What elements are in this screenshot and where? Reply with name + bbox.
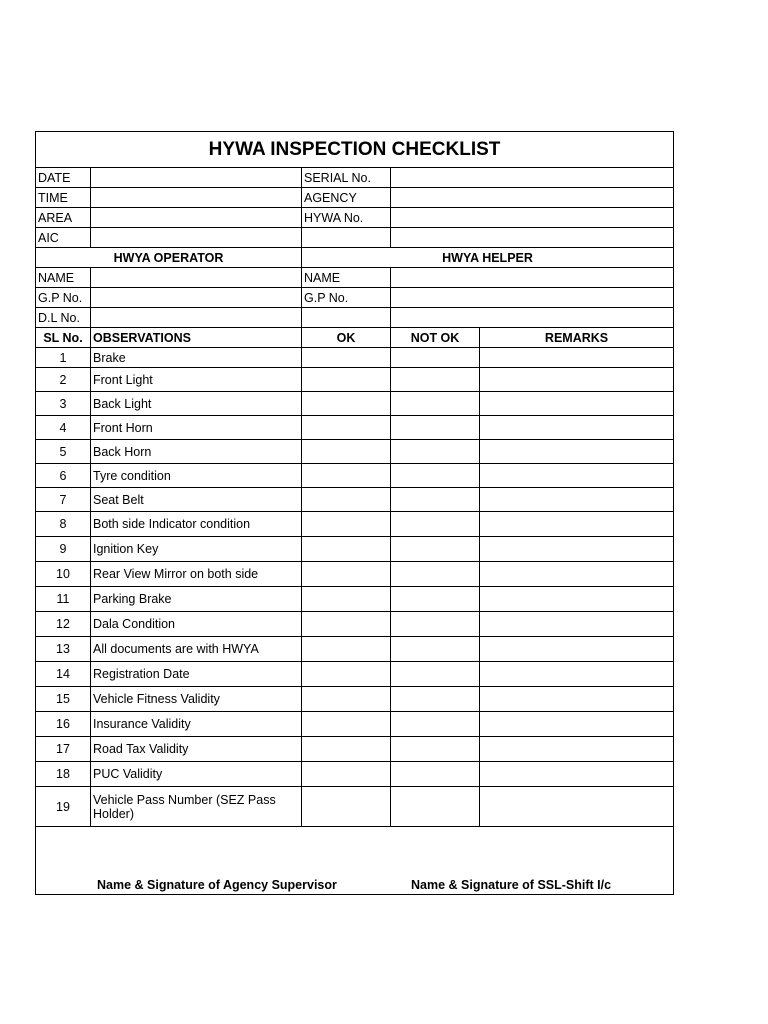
- sl-number: 13: [36, 637, 91, 662]
- not-ok-cell[interactable]: [391, 662, 480, 687]
- remarks-cell[interactable]: [480, 687, 674, 712]
- not-ok-cell[interactable]: [391, 348, 480, 368]
- checklist-row: [36, 737, 674, 762]
- remarks-cell[interactable]: [480, 512, 674, 537]
- sl-number: 19: [36, 787, 91, 827]
- remarks-cell[interactable]: [480, 662, 674, 687]
- operator-dl-label: D.L No.: [36, 308, 91, 328]
- helper-name-field[interactable]: [391, 268, 674, 288]
- remarks-cell[interactable]: [480, 416, 674, 440]
- helper-name-label: NAME: [302, 268, 391, 288]
- area-label: AREA: [36, 208, 91, 228]
- aic-extra-cell[interactable]: [302, 228, 391, 248]
- serial-field[interactable]: [391, 168, 674, 188]
- operator-name-label: NAME: [36, 268, 91, 288]
- inspection-checklist-sheet: [35, 131, 673, 895]
- observation-text: Back Horn: [91, 440, 302, 464]
- observation-text: Vehicle Pass Number (SEZ Pass Holder): [91, 787, 302, 827]
- agency-label: AGENCY: [302, 188, 391, 208]
- sl-number: 6: [36, 464, 91, 488]
- checklist-row: [36, 464, 674, 488]
- hywa-no-label: HYWA No.: [302, 208, 391, 228]
- not-ok-cell[interactable]: [391, 464, 480, 488]
- sl-number: 7: [36, 488, 91, 512]
- remarks-cell[interactable]: [480, 368, 674, 392]
- checklist-row: [36, 392, 674, 416]
- observation-text: Back Light: [91, 392, 302, 416]
- observation-text: Ignition Key: [91, 537, 302, 562]
- remarks-cell[interactable]: [480, 737, 674, 762]
- ok-cell[interactable]: [302, 787, 391, 827]
- operator-gp-field[interactable]: [91, 288, 302, 308]
- remarks-cell[interactable]: [480, 537, 674, 562]
- ok-cell[interactable]: [302, 562, 391, 587]
- helper-gp-label: G.P No.: [302, 288, 391, 308]
- time-label: TIME: [36, 188, 91, 208]
- checklist-row: [36, 488, 674, 512]
- sl-number: 3: [36, 392, 91, 416]
- serial-label: SERIAL No.: [302, 168, 391, 188]
- helper-heading: HWYA HELPER: [302, 248, 674, 268]
- ok-cell[interactable]: [302, 537, 391, 562]
- sl-number: 14: [36, 662, 91, 687]
- ssl-shift-signature-label: Name & Signature of SSL-Shift I/c: [411, 878, 612, 892]
- observation-text: Rear View Mirror on both side: [91, 562, 302, 587]
- ok-cell[interactable]: [302, 637, 391, 662]
- ok-cell[interactable]: [302, 587, 391, 612]
- checklist-table: [35, 131, 674, 895]
- signature-area: [36, 827, 674, 895]
- observation-text: Road Tax Validity: [91, 737, 302, 762]
- not-ok-cell[interactable]: [391, 637, 480, 662]
- observation-text: Seat Belt: [91, 488, 302, 512]
- observation-text: Parking Brake: [91, 587, 302, 612]
- sl-number: 11: [36, 587, 91, 612]
- date-field[interactable]: [91, 168, 302, 188]
- ok-cell[interactable]: [302, 440, 391, 464]
- ok-cell[interactable]: [302, 512, 391, 537]
- remarks-cell[interactable]: [480, 488, 674, 512]
- checklist-row: [36, 662, 674, 687]
- sl-number: 8: [36, 512, 91, 537]
- checklist-row: [36, 348, 674, 368]
- date-label: DATE: [36, 168, 91, 188]
- sl-number: 1: [36, 348, 91, 368]
- remarks-cell[interactable]: [480, 348, 674, 368]
- area-field[interactable]: [91, 208, 302, 228]
- ok-cell[interactable]: [302, 612, 391, 637]
- col-observations-header: OBSERVATIONS: [91, 328, 302, 348]
- ok-cell[interactable]: [302, 488, 391, 512]
- observation-text: Both side Indicator condition: [91, 512, 302, 537]
- checklist-row: [36, 440, 674, 464]
- aic-extra-field[interactable]: [391, 228, 674, 248]
- not-ok-cell[interactable]: [391, 687, 480, 712]
- agency-field[interactable]: [391, 188, 674, 208]
- ok-cell[interactable]: [302, 687, 391, 712]
- not-ok-cell[interactable]: [391, 787, 480, 827]
- checklist-row: [36, 712, 674, 737]
- not-ok-cell[interactable]: [391, 440, 480, 464]
- not-ok-cell[interactable]: [391, 587, 480, 612]
- not-ok-cell[interactable]: [391, 712, 480, 737]
- sl-number: 17: [36, 737, 91, 762]
- observation-text: Insurance Validity: [91, 712, 302, 737]
- remarks-cell[interactable]: [480, 562, 674, 587]
- sl-number: 5: [36, 440, 91, 464]
- not-ok-cell[interactable]: [391, 537, 480, 562]
- ok-cell[interactable]: [302, 762, 391, 787]
- time-field[interactable]: [91, 188, 302, 208]
- not-ok-cell[interactable]: [391, 368, 480, 392]
- agency-supervisor-signature-label: Name & Signature of Agency Supervisor: [97, 878, 337, 892]
- checklist-row: [36, 787, 674, 827]
- remarks-cell[interactable]: [480, 392, 674, 416]
- checklist-row: [36, 587, 674, 612]
- not-ok-cell[interactable]: [391, 737, 480, 762]
- checklist-row: [36, 416, 674, 440]
- helper-dl-cell[interactable]: [302, 308, 391, 328]
- checklist-row: [36, 368, 674, 392]
- not-ok-cell[interactable]: [391, 762, 480, 787]
- remarks-cell[interactable]: [480, 787, 674, 827]
- sl-number: 2: [36, 368, 91, 392]
- remarks-cell[interactable]: [480, 637, 674, 662]
- sl-number: 10: [36, 562, 91, 587]
- not-ok-cell[interactable]: [391, 416, 480, 440]
- aic-field[interactable]: [91, 228, 302, 248]
- sl-number: 18: [36, 762, 91, 787]
- ok-cell[interactable]: [302, 368, 391, 392]
- observation-text: All documents are with HWYA: [91, 637, 302, 662]
- ok-cell[interactable]: [302, 737, 391, 762]
- helper-gp-field[interactable]: [391, 288, 674, 308]
- remarks-cell[interactable]: [480, 440, 674, 464]
- observation-text: Front Horn: [91, 416, 302, 440]
- sl-number: 15: [36, 687, 91, 712]
- not-ok-cell[interactable]: [391, 488, 480, 512]
- observation-text: Registration Date: [91, 662, 302, 687]
- checklist-row: [36, 762, 674, 787]
- ok-cell[interactable]: [302, 392, 391, 416]
- not-ok-cell[interactable]: [391, 612, 480, 637]
- page-title: HYWA INSPECTION CHECKLIST: [36, 132, 674, 168]
- ok-cell[interactable]: [302, 662, 391, 687]
- col-sl-header: SL No.: [36, 328, 91, 348]
- aic-label: AIC: [36, 228, 91, 248]
- observation-text: Dala Condition: [91, 612, 302, 637]
- col-not-ok-header: NOT OK: [391, 328, 480, 348]
- ok-cell[interactable]: [302, 712, 391, 737]
- remarks-cell[interactable]: [480, 587, 674, 612]
- remarks-cell[interactable]: [480, 762, 674, 787]
- sl-number: 9: [36, 537, 91, 562]
- hywa-no-field[interactable]: [391, 208, 674, 228]
- sl-number: 4: [36, 416, 91, 440]
- ok-cell[interactable]: [302, 416, 391, 440]
- sl-number: 16: [36, 712, 91, 737]
- sl-number: 12: [36, 612, 91, 637]
- checklist-row: [36, 687, 674, 712]
- observation-text: PUC Validity: [91, 762, 302, 787]
- helper-dl-field[interactable]: [391, 308, 674, 328]
- observation-text: Vehicle Fitness Validity: [91, 687, 302, 712]
- operator-gp-label: G.P No.: [36, 288, 91, 308]
- observations-list: [36, 348, 674, 827]
- not-ok-cell[interactable]: [391, 562, 480, 587]
- remarks-cell[interactable]: [480, 712, 674, 737]
- observation-text: Brake: [91, 348, 302, 368]
- ok-cell[interactable]: [302, 348, 391, 368]
- checklist-row: [36, 612, 674, 637]
- not-ok-cell[interactable]: [391, 512, 480, 537]
- checklist-row: [36, 562, 674, 587]
- ok-cell[interactable]: [302, 464, 391, 488]
- not-ok-cell[interactable]: [391, 392, 480, 416]
- checklist-row: [36, 637, 674, 662]
- operator-dl-field[interactable]: [91, 308, 302, 328]
- operator-name-field[interactable]: [91, 268, 302, 288]
- col-remarks-header: REMARKS: [480, 328, 674, 348]
- col-ok-header: OK: [302, 328, 391, 348]
- observation-text: Tyre condition: [91, 464, 302, 488]
- remarks-cell[interactable]: [480, 612, 674, 637]
- observation-text: Front Light: [91, 368, 302, 392]
- operator-heading: HWYA OPERATOR: [36, 248, 302, 268]
- checklist-row: [36, 512, 674, 537]
- remarks-cell[interactable]: [480, 464, 674, 488]
- checklist-row: [36, 537, 674, 562]
